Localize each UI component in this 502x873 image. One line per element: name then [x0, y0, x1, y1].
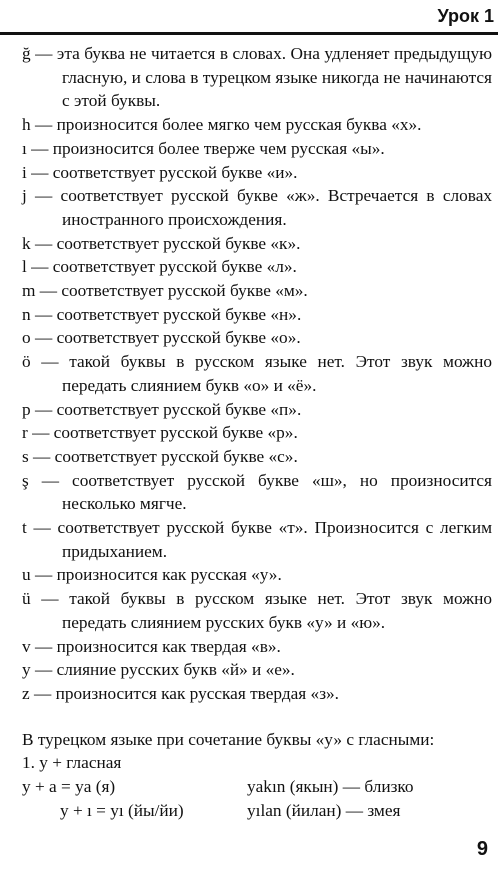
letter-entry-p: p — соответствует русской букве «п». — [22, 399, 302, 419]
letter-entry-k: k — соответствует русской букве «к». — [22, 233, 301, 253]
letter-entry-y: y — слияние русских букв «й» и «е». — [22, 660, 295, 680]
letter-entry-h: h — произносится более мягко чем русская буква «х». — [22, 115, 422, 135]
section-item: 1. y + гласная — [22, 753, 122, 773]
letter-entry-l: l — соответствует русской букве «л». — [22, 257, 297, 277]
letter-entry-i: i — соответствует русской букве «и». — [22, 162, 298, 182]
example-row — [22, 799, 492, 823]
lesson-title: Урок 1 — [437, 6, 494, 26]
letter-entry-t: t — соответствует русской букве «т». Произносится с легким придыханием. — [22, 518, 492, 561]
letter-entry-j: j — соответствует русской букве «ж». Встречается в словах иностранного происхождения. — [22, 186, 492, 229]
letter-entry-n: n — соответствует русской букве «н». — [22, 304, 302, 324]
example-row — [22, 775, 492, 799]
letter-entry-o: o — соответствует русской букве «о». — [22, 328, 301, 348]
letter-entry-u: u — произносится как русская «у». — [22, 565, 282, 585]
letter-entry-s-cedilla: ş — соответствует русской букве «ш», но произносится несколько мягче. — [22, 470, 492, 514]
letter-entry-m: m — соответствует русской букве «м». — [22, 281, 308, 301]
header-rule — [0, 32, 498, 35]
letter-entry-dotless-i: ı — произносится более тверже чем русская «ы». — [22, 138, 385, 158]
example-rule: y + a = ya (я) — [22, 777, 116, 797]
letter-entry-r: r — соответствует русской букве «р». — [22, 423, 298, 443]
example-word: yılan (йилан) — змея — [247, 800, 401, 820]
section-intro: В турецком языке при сочетание буквы «у» с гласными: — [22, 729, 435, 749]
vowel-combination-section — [22, 728, 492, 823]
letter-entry-u-umlaut: ü — такой буквы в русском языке нет. Этот звук можно передать слиянием русских букв «у» и «ю». — [22, 589, 492, 632]
letter-entry-o-umlaut: ö — такой буквы в русском языке нет. Этот звук можно передать слиянием букв «о» и «ё». — [22, 352, 492, 395]
letter-entry-v: v — произносится как твердая «в». — [22, 636, 281, 656]
letter-entry-z: z — произносится как русская твердая «з». — [22, 683, 339, 703]
page-content — [22, 42, 492, 823]
example-word: yakın (якын) — близко — [247, 777, 414, 797]
letter-entry-s: s — соответствует русской букве «с». — [22, 446, 298, 466]
example-rule: y + ı = yı (йы/йи) — [60, 800, 184, 820]
page-number: 9 — [476, 838, 488, 860]
letter-entry-g-breve: ğ — эта буква не читается в словах. Она удленяет предыдущую гласную, и слова в турецком языке никогда не начинаются с этой буквы. — [22, 44, 492, 111]
